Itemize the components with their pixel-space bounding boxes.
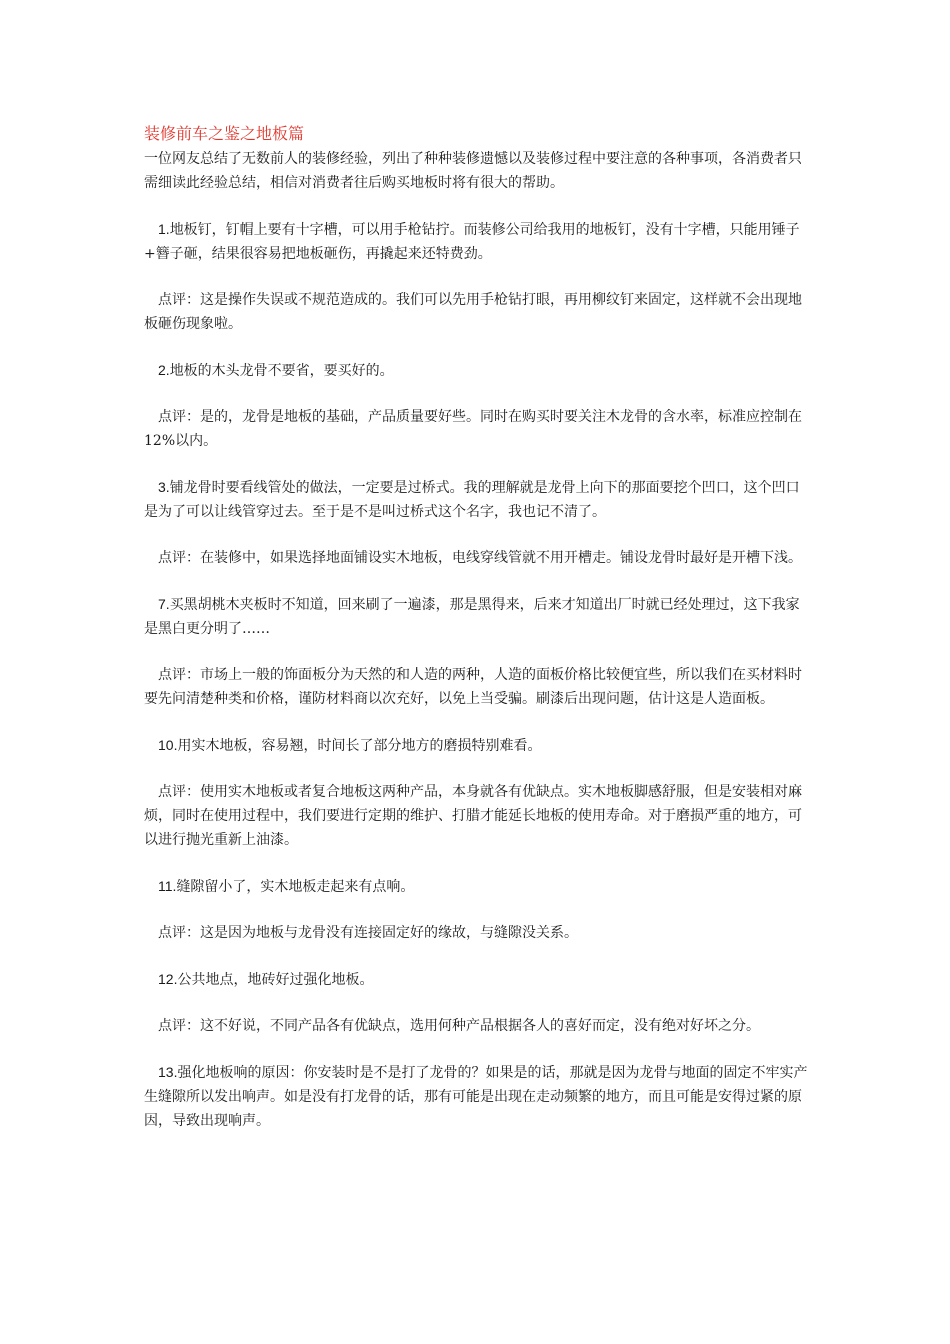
paragraph-text: 点评：这是因为地板与龙骨没有连接固定好的缘故，与缝隙没关系。 <box>158 925 578 941</box>
tip-paragraph <box>144 217 812 266</box>
comment-paragraph <box>144 288 812 336</box>
comment-paragraph <box>144 546 812 570</box>
paragraph-text: 点评：是的，龙骨是地板的基础，产品质量要好些。同时在购买时要关注木龙骨的含水率，标准应控制在12%以内。 <box>144 409 802 449</box>
tip-number: 13. <box>158 1064 178 1080</box>
tip-paragraph <box>144 358 812 383</box>
comment-paragraph <box>144 921 812 945</box>
tip-number: 10. <box>158 737 178 753</box>
comment-paragraph <box>144 780 812 852</box>
document-page <box>144 121 812 1155</box>
comment-paragraph <box>144 1014 812 1038</box>
tip-paragraph <box>144 475 812 524</box>
tip-paragraph <box>144 967 812 992</box>
paragraph-text: 公共地点，地砖好过强化地板。 <box>177 972 374 988</box>
tip-number: 7. <box>158 596 170 612</box>
tip-paragraph <box>144 592 812 641</box>
tip-number: 3. <box>158 479 170 495</box>
tip-paragraph <box>144 1060 812 1133</box>
intro-paragraph: 一位网友总结了无数前人的装修经验，列出了种种装修遗憾以及装修过程中要注意的各种事项，各消费者只需细读此经验总结，相信对消费者往后购买地板时将有很大的帮助。 <box>144 151 802 191</box>
paragraph-text: 点评：这不好说，不同产品各有优缺点，选用何种产品根据各人的喜好而定，没有绝对好坏之分。 <box>158 1018 760 1034</box>
comment-paragraph <box>144 405 812 453</box>
tip-number: 12. <box>158 971 178 987</box>
paragraph-text: 缝隙留小了，实木地板走起来有点响。 <box>176 879 415 895</box>
tip-paragraph <box>144 874 812 899</box>
paragraph-list <box>144 217 812 1133</box>
document-title: 装修前车之鉴之地板篇 <box>144 124 305 143</box>
tip-number: 1. <box>158 221 170 237</box>
tip-paragraph <box>144 733 812 758</box>
paragraph-text: 点评：在装修中，如果选择地面铺设实木地板，电线穿线管就不用开槽走。铺设龙骨时最好是开槽下浅。 <box>158 550 802 566</box>
tip-number: 2. <box>158 362 170 378</box>
paragraph-text: 点评：这是操作失误或不规范造成的。我们可以先用手枪钻打眼，再用柳纹钉来固定，这样就不会出现地板砸伤现象啦。 <box>144 292 802 332</box>
tip-number: 11. <box>158 878 177 894</box>
paragraph-text: 铺龙骨时要看线管处的做法，一定要是过桥式。我的理解就是龙骨上向下的那面要挖个凹口，这个凹口是为了可以让线管穿过去。至于是不是叫过桥式这个名字，我也记不清了。 <box>144 480 800 520</box>
paragraph-text: 用实木地板，容易翘，时间长了部分地方的磨损特别难看。 <box>177 738 542 754</box>
paragraph-text: 点评：市场上一般的饰面板分为天然的和人造的两种，人造的面板价格比较便宜些，所以我们在买材料时要先问清楚种类和价格，谨防材料商以次充好，以免上当受骗。刷漆后出现问题，估计这是人造面板。 <box>144 667 802 707</box>
paragraph-text: 强化地板响的原因：你安装时是不是打了龙骨的？如果是的话，那就是因为龙骨与地面的固定不牢实产生缝隙所以发出响声。如是没有打龙骨的话，那有可能是出现在走动频繁的地方，而且可能是安得过紧的原因，导致出现响声。 <box>144 1065 808 1129</box>
paragraph-text: 买黑胡桃木夹板时不知道，回来刷了一遍漆，那是黑得来，后来才知道出厂时就已经处理过，这下我家是黑白更分明了…… <box>144 597 800 637</box>
paragraph-text: 点评：使用实木地板或者复合地板这两种产品，本身就各有优缺点。实木地板脚感舒服，但是安装相对麻烦，同时在使用过程中，我们要进行定期的维护、打腊才能延长地板的使用寿命。对于磨损严重的地方，可以进行抛光重新上油漆。 <box>144 784 802 848</box>
paragraph-text: 地板钉，钉帽上要有十字槽，可以用手枪钻拧。而装修公司给我用的地板钉，没有十字槽，只能用锤子+簪子砸，结果很容易把地板砸伤，再撬起来还特费劲。 <box>144 222 800 262</box>
comment-paragraph <box>144 663 812 711</box>
paragraph-text: 地板的木头龙骨不要省，要买好的。 <box>169 363 394 379</box>
